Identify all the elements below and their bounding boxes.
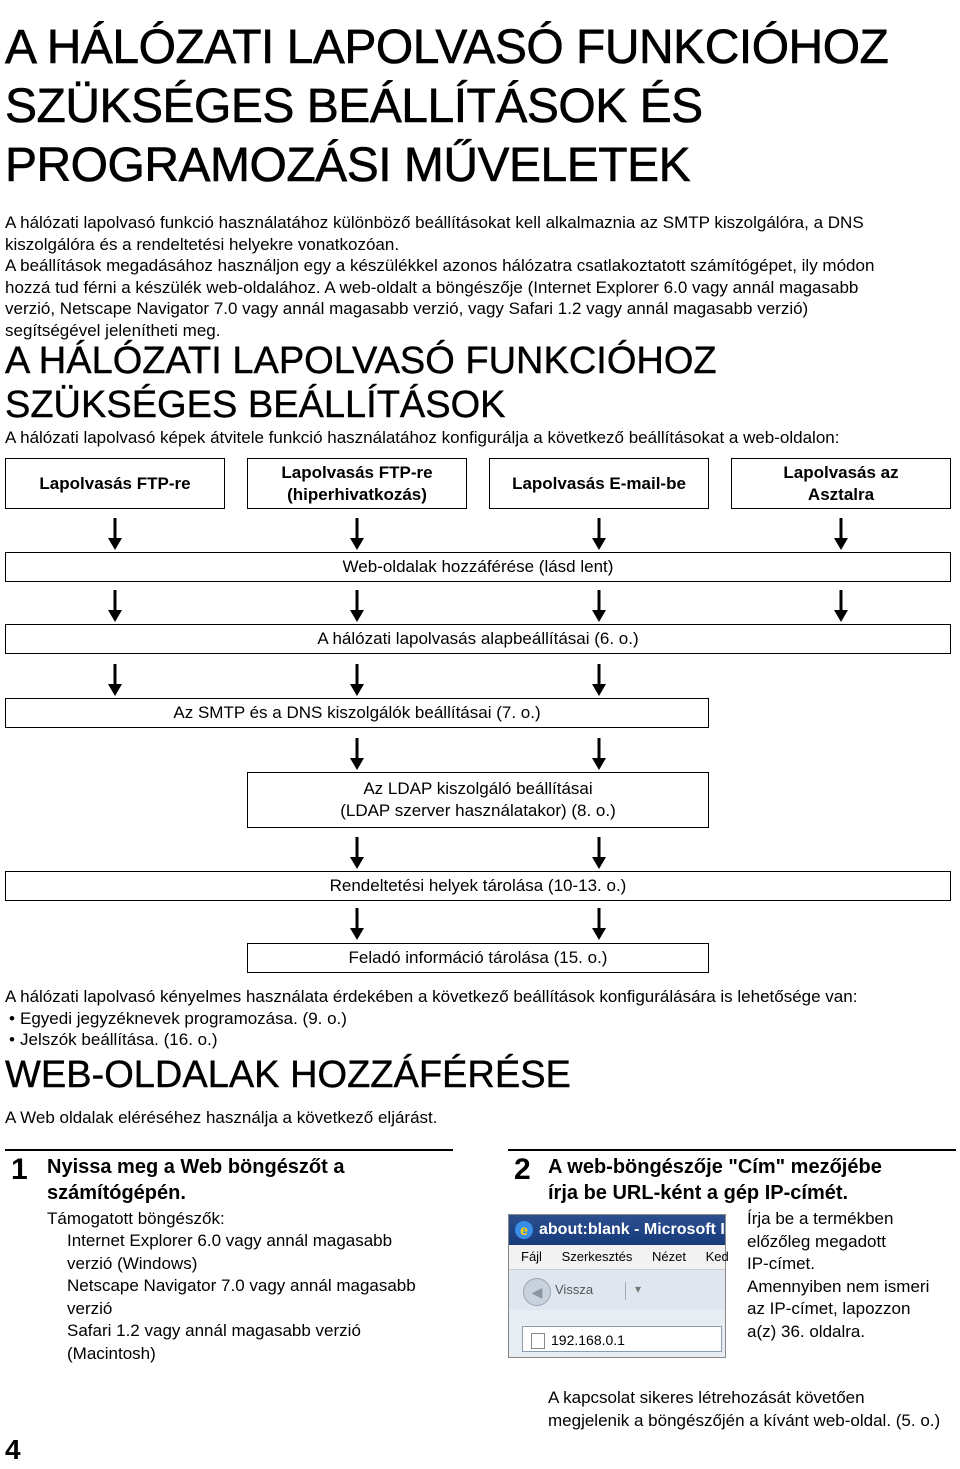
list-item: Jelszók beállítása. (16. o.) (20, 1030, 218, 1049)
menu-item-favorites[interactable]: Ked (705, 1249, 729, 1264)
list-item: Egyedi jegyzéknevek programozása. (9. o.) (20, 1009, 347, 1028)
down-arrow-icon (350, 518, 364, 550)
flow-box-label: (hiperhivatkozás) (287, 484, 427, 504)
down-arrow-icon (350, 837, 364, 869)
step-title (548, 1154, 882, 1206)
step-title-line: számítógépén. (47, 1182, 186, 1204)
down-arrow-icon (592, 908, 606, 940)
bullet-icon: • (9, 1009, 15, 1028)
address-value: 192.168.0.1 (551, 1332, 625, 1348)
menu-item-view[interactable]: Nézet (652, 1249, 686, 1264)
intro-paragraph (5, 212, 957, 341)
result-line: megjelenik a böngészőjén a kívánt web-oldal. (5. o.) (548, 1410, 941, 1430)
flow-box-label: Asztalra (807, 484, 875, 504)
flow-box-scan-ftp (5, 458, 225, 509)
down-arrow-icon (592, 837, 606, 869)
browser-title-bar (509, 1215, 735, 1245)
browser-item: Safari 1.2 vagy annál magasabb verzió (67, 1321, 361, 1340)
flow-box-label: Az LDAP kiszolgáló beállításai (363, 779, 593, 798)
step-divider (508, 1149, 956, 1151)
page-title: A HÁLÓZATI LAPOLVASÓ FUNKCIÓHOZ SZÜKSÉGES BEÁLLÍTÁSOK ÉS PROGRAMOZÁSI MŰVELETEK (5, 21, 889, 192)
down-arrow-icon (350, 908, 364, 940)
flow-box-label: Lapolvasás FTP-re (281, 462, 433, 482)
intro-line: A hálózati lapolvasó funkció használatához különböző beállításokat kell alkalmaznia az SMTP kiszolgálóra, a DNS (5, 213, 864, 232)
step-number: 2 (514, 1153, 531, 1186)
step-number-badge (508, 1151, 540, 1193)
down-arrow-icon (108, 518, 122, 550)
browser-item: verzió (Windows) (67, 1253, 198, 1273)
step-title-line: írja be URL-ként a gép IP-címét. (548, 1182, 849, 1204)
flow-box-label: Rendeltetési helyek tárolása (10-13. o.) (329, 876, 627, 895)
supported-browsers-label: Támogatott böngészők: (47, 1209, 225, 1228)
down-arrow-icon (834, 590, 848, 622)
section-title-line: SZÜKSÉGES BEÁLLÍTÁSOK (5, 384, 506, 426)
intro-line: kiszolgálóra és a rendeltetési helyekre vonatkozóan. (5, 234, 400, 254)
section-title-line: A HÁLÓZATI LAPOLVASÓ FUNKCIÓHOZ (5, 340, 717, 382)
step-divider (5, 1149, 453, 1151)
back-button-label[interactable]: Vissza (555, 1282, 594, 1297)
flow-box-label: Lapolvasás az (783, 462, 899, 482)
flow-box-scan-ftp-hyperlink (247, 458, 467, 509)
menu-item-edit[interactable]: Szerkesztés (561, 1249, 633, 1264)
flow-box-smtp-dns (5, 698, 709, 728)
down-arrow-icon (108, 590, 122, 622)
browser-item: (Macintosh) (67, 1343, 156, 1363)
note-line: az IP-címet, lapozzon (747, 1299, 911, 1318)
note-line: IP-címet. (747, 1254, 816, 1273)
flow-box-label: Web-oldalak hozzáférése (lásd lent) (342, 557, 614, 576)
browser-list (67, 1230, 416, 1365)
section-lead: A Web oldalak eléréséhez használja a következő eljárást. (5, 1108, 438, 1127)
page-icon (531, 1333, 545, 1349)
flow-box-scan-desktop (731, 458, 951, 509)
address-field[interactable] (522, 1326, 722, 1352)
step-title-line: A web-böngészője "Cím" mezőjébe (548, 1156, 882, 1178)
browser-title: about:blank - Microsoft In (539, 1221, 735, 1238)
note-line: Írja be a termékben (747, 1209, 894, 1228)
down-arrow-icon (592, 738, 606, 770)
section-lead: A hálózati lapolvasó képek átvitele funkció használatához konfigurálja a következő beállításokat a web-oldalon: (5, 428, 840, 447)
intro-line: verzió, Netscape Navigator 7.0 vagy annál magasabb verzió, vagy Safari 1.2 vagy annál magasabb verzió) (5, 299, 809, 318)
step-number: 1 (11, 1153, 28, 1186)
step2-side-note (747, 1208, 929, 1343)
flow-box-label: Feladó információ tárolása (15. o.) (348, 948, 608, 967)
flow-box-label: A hálózati lapolvasás alapbeállításai (6. o.) (317, 629, 639, 648)
note-line: előzőleg megadott (747, 1231, 886, 1251)
down-arrow-icon (592, 518, 606, 550)
step2-result (548, 1387, 940, 1432)
down-arrow-icon (108, 664, 122, 696)
note-line: a(z) 36. oldalra. (747, 1321, 866, 1341)
browser-item: Netscape Navigator 7.0 vagy annál magasabb (67, 1276, 416, 1295)
flow-box-web-access (5, 552, 951, 582)
step-title (47, 1154, 345, 1206)
browser-item: verzió (67, 1298, 113, 1318)
section-heading-settings (5, 339, 955, 427)
optional-settings-lead: A hálózati lapolvasó kényelmes használata érdekében a következő beállítások konfigurálására is lehetősége van: (5, 987, 858, 1006)
bullet-icon: • (9, 1030, 15, 1049)
page-number: 4 (5, 1434, 21, 1465)
browser-item: Internet Explorer 6.0 vagy annál magasabb (67, 1231, 393, 1250)
flow-box-label: Az SMTP és a DNS kiszolgálók beállításai (7. o.) (173, 703, 541, 722)
menu-item-file[interactable]: Fájl (521, 1249, 542, 1264)
flow-box-label: Lapolvasás FTP-re (39, 473, 191, 493)
flow-box-sender-info (247, 943, 709, 973)
flow-box-destinations (5, 871, 951, 901)
down-arrow-icon (350, 664, 364, 696)
intro-line: segítségével jelenítheti meg. (5, 320, 221, 340)
result-line: A kapcsolat sikeres létrehozását követően (548, 1388, 865, 1407)
flow-box-basic-settings (5, 624, 951, 654)
intro-line: A beállítások megadásához használjon egy a készülékkel azonos hálózatra csatlakoztatott számítógépet, ily módon (5, 256, 875, 275)
down-arrow-icon (592, 664, 606, 696)
flow-box-ldap (247, 772, 709, 828)
intro-line: hozzá tud férni a készülék web-oldalához. A web-oldalt a böngészője (Internet Explorer 6.0 vagy annál magasabb (5, 277, 859, 297)
internet-explorer-icon: e (515, 1221, 533, 1239)
back-arrow-icon[interactable]: ◀ (523, 1278, 551, 1306)
step-number-badge (5, 1151, 37, 1193)
down-arrow-icon (350, 590, 364, 622)
browser-menu-bar (509, 1245, 729, 1270)
down-arrow-icon (592, 590, 606, 622)
step-title-line: Nyissa meg a Web böngészőt a (47, 1156, 345, 1178)
flow-box-label: (LDAP szerver használatakor) (8. o.) (340, 801, 616, 820)
note-line: Amennyiben nem ismeri (747, 1276, 930, 1296)
down-arrow-icon (350, 738, 364, 770)
flow-box-label: Lapolvasás E-mail-be (512, 473, 686, 493)
down-arrow-icon (834, 518, 848, 550)
browser-toolbar (509, 1270, 725, 1310)
section-heading-web-access: WEB-OLDALAK HOZZÁFÉRÉSE (5, 1054, 571, 1096)
dropdown-arrow-icon[interactable]: ▾ (625, 1282, 650, 1300)
flow-box-scan-email (489, 458, 709, 509)
